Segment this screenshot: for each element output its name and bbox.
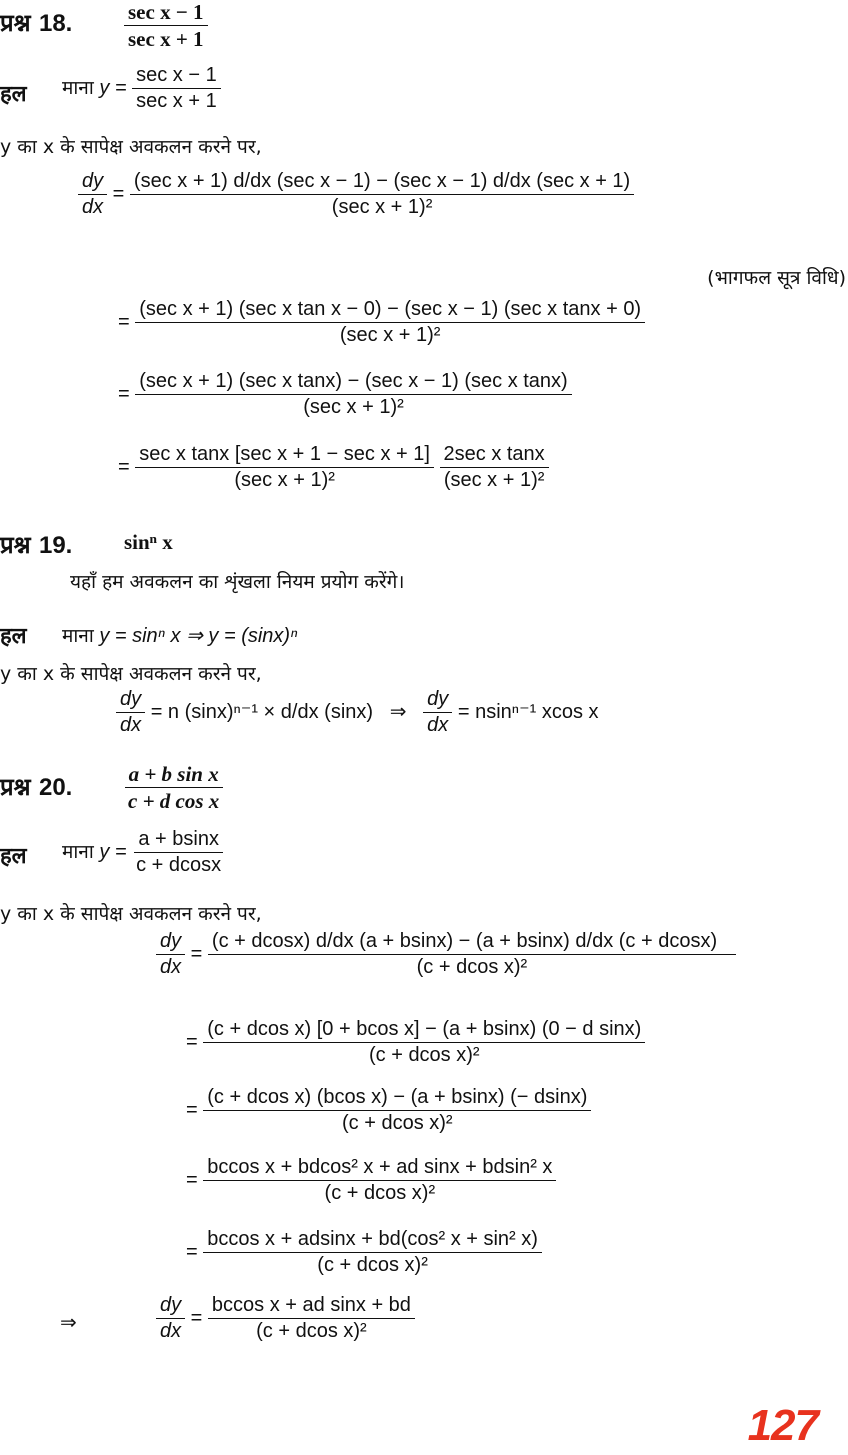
- solution-20-final-arrow: ⇒: [60, 1312, 77, 1334]
- solution-20-step1: $\frac{dy}{dx}$ = $\frac{(c + dcosx) d/dx (a + bsinx) - (a + bsinx) d/dx (c + dcosx)}{\text{(c + dcos x)²}}$: [156, 930, 736, 979]
- solution-18-diff-text: y का x के सापेक्ष अवकलन करने पर,: [0, 136, 262, 158]
- question-18-label: प्रश्न 18.: [0, 9, 73, 37]
- solution-20-final: $\frac{dy}{dx}$ = $\frac{\text{bccos x + ad sinx + bd}}{\text{(c + dcos x)²}}$: [156, 1294, 415, 1343]
- solution-20-heading: हल: [0, 844, 27, 869]
- solution-19-diff-text: y का x के सापेक्ष अवकलन करने पर,: [0, 663, 262, 685]
- solution-18-step3: = $\frac{\text{(sec x + 1) (sec x tanx) − (sec x − 1) (sec x tanx)}}{\text{(sec x + 1)²}}$: [118, 370, 572, 419]
- solution-20-step2: = $\frac{\text{(c + dcos x) [0 + bcos x] − (a + bsinx) (0 − d sinx)}}{\text{(c + dcos x)²}}$: [186, 1018, 645, 1067]
- solution-18-step4: = $\frac{\text{sec x tanx [sec x + 1 − sec x + 1]}}{\text{(sec x + 1)²}}$ $\frac{\text{2sec x tanx}}{\text{(sec x + 1)²}}$: [118, 443, 549, 492]
- solution-20-let: माना y = $\frac{a + bsinx}{c + dcosx}$: [62, 828, 222, 876]
- solution-20-step4: = $\frac{\text{bccos x + bdcos² x + ad sinx + bdsin² x}}{\text{(c + dcos x)²}}$: [186, 1156, 556, 1205]
- solution-19-result: $\frac{dy}{dx}$ = n (sinx)ⁿ⁻¹ × d/dx (sinx) ⇒ $\frac{dy}{dx}$ = nsinⁿ⁻¹ xcos x: [116, 688, 599, 737]
- solution-20-step3: = $\frac{\text{(c + dcos x) (bcos x) − (a + bsinx) (− dsinx)}}{\text{(c + dcos x)²}}$: [186, 1086, 591, 1135]
- question-19-label: प्रश्न 19.: [0, 531, 73, 559]
- solution-20-step5: = $\frac{\text{bccos x + adsinx + bd(cos² x + sin² x)}}{\text{(c + dcos x)²}}$: [186, 1228, 542, 1277]
- question-19-expression: sinⁿ x: [124, 530, 173, 554]
- question-18-expression: $\frac{\text{sec x − 1}}{\text{sec x + 1}}$: [124, 0, 208, 51]
- solution-18-step1: $\frac{dy}{dx}$ = $\frac{\text{(sec x + 1) d/dx (sec x − 1) − (sec x − 1) d/dx (sec x + 1)}}{\text{(sec x + 1)²}}$: [78, 170, 634, 219]
- solution-18-let: माना y = $\frac{\text{sec x − 1}}{\text{sec x + 1}}$: [62, 64, 221, 113]
- question-20-expression: $\frac{\text{a + b sin x}}{\text{c + d cos x}}$: [124, 762, 223, 813]
- solution-19-heading: हल: [0, 624, 27, 649]
- solution-19-let: माना y = sinⁿ x ⇒ y = (sinx)ⁿ: [62, 625, 298, 647]
- solution-18-heading: हल: [0, 82, 27, 107]
- page-number: 127: [747, 1401, 818, 1450]
- question-20-label: प्रश्न 20.: [0, 773, 73, 801]
- question-19-note: यहाँ हम अवकलन का शृंखला नियम प्रयोग करेंगे।: [70, 571, 405, 593]
- quotient-rule-note: (भागफल सूत्र विधि): [707, 267, 846, 289]
- solution-20-diff-text: y का x के सापेक्ष अवकलन करने पर,: [0, 903, 262, 925]
- solution-18-step2: = $\frac{\text{(sec x + 1) (sec x tan x − 0) − (sec x − 1) (sec x tanx + 0)}}{\text{(sec x + 1)²}}$: [118, 298, 645, 347]
